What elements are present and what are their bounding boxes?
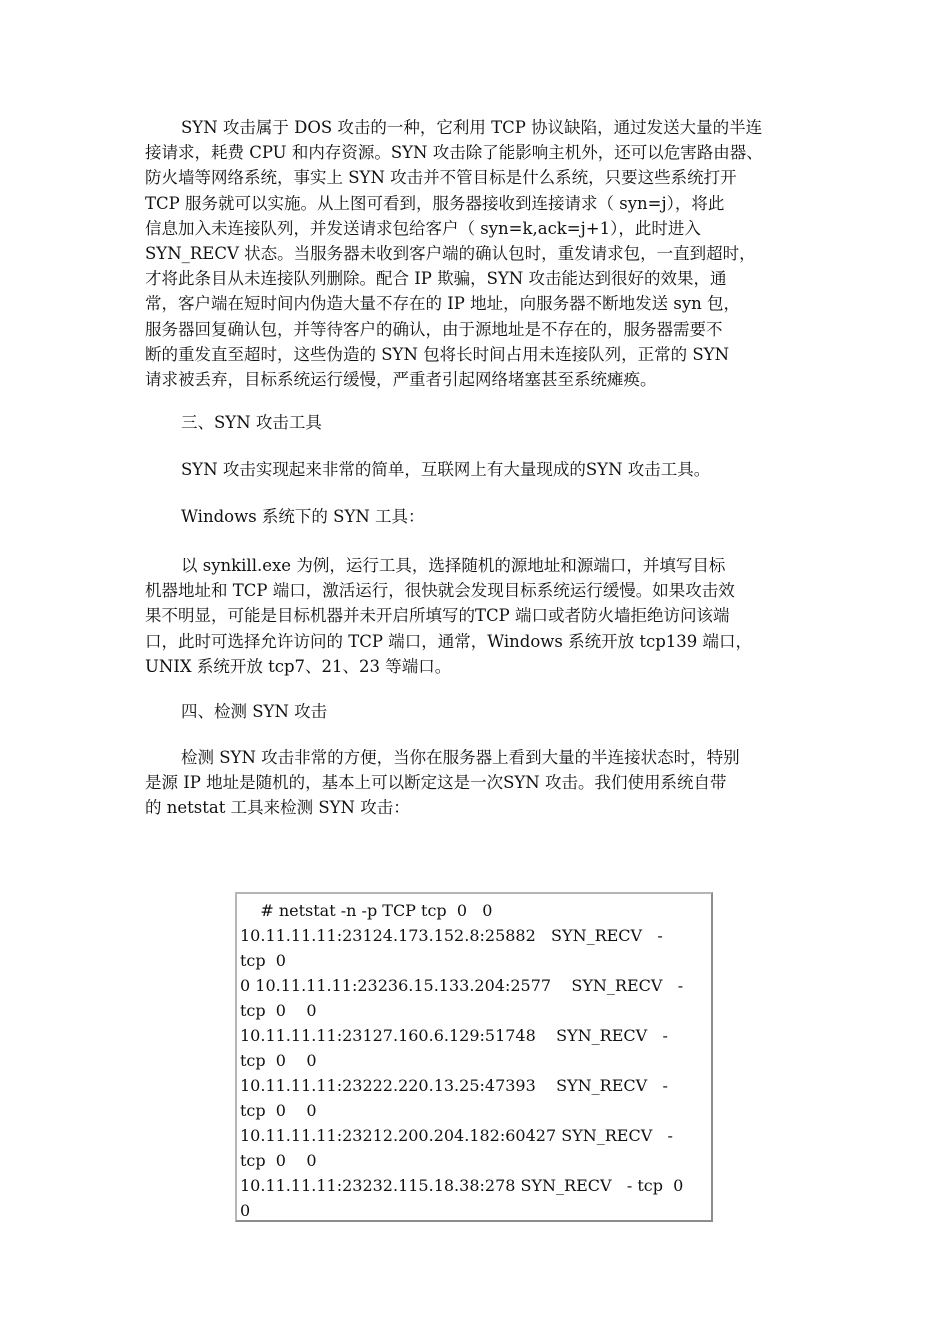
paragraph-line: 断的重发直至超时，这些伪造的 SYN 包将长时间占用未连接队列，正常的 SYN bbox=[145, 344, 730, 364]
section-heading-three: 三、SYN 攻击工具 bbox=[181, 413, 322, 432]
code-line: tcp 0 bbox=[240, 951, 286, 970]
paragraph-line: 防火墙等网络系统，事实上 SYN 攻击并不管目标是什么系统，只要这些系统打开 bbox=[145, 168, 737, 188]
tools-intro-text: SYN 攻击实现起来非常的简单，互联网上有大量现成的SYN 攻击工具。 bbox=[181, 460, 711, 479]
paragraph-line: 口，此时可选择允许访问的 TCP 端口，通常，Windows 系统开放 tcp139 端口， bbox=[145, 631, 753, 651]
paragraph-line: 以 synkill.exe 为例，运行工具，选择随机的源地址和源端口，并填写目标 bbox=[181, 556, 726, 575]
detect-paragraph bbox=[145, 745, 810, 821]
code-line: 10.11.11.11:23212.200.204.182:60427 SYN_RECV - bbox=[240, 1126, 673, 1145]
paragraph-line: 信息加入未连接队列，并发送请求包给客户（ syn=k,ack=j+1），此时进入 bbox=[145, 218, 701, 238]
code-line: 10.11.11.11:23232.115.18.38:278 SYN_RECV - tcp 0 bbox=[240, 1176, 684, 1195]
netstat-output-box bbox=[235, 892, 713, 1222]
synkill-paragraph bbox=[145, 553, 810, 679]
code-line: 10.11.11.11:23127.160.6.129:51748 SYN_RECV - bbox=[240, 1026, 668, 1045]
paragraph-line: 才将此条目从未连接队列删除。配合 IP 欺骗，SYN 攻击能达到很好的效果，通 bbox=[145, 269, 727, 289]
paragraph-line: 检测 SYN 攻击非常的方便，当你在服务器上看到大量的半连接状态时，特别 bbox=[181, 748, 740, 767]
windows-tools-label: Windows 系统下的 SYN 工具： bbox=[181, 507, 425, 526]
paragraph-line: 服务器回复确认包，并等待客户的确认，由于源地址是不存在的，服务器需要不 bbox=[145, 319, 723, 339]
code-line: 0 10.11.11.11:23236.15.133.204:2577 SYN_RECV - bbox=[240, 976, 684, 995]
code-line: 10.11.11.11:23222.220.13.25:47393 SYN_RECV - bbox=[240, 1076, 668, 1095]
paragraph-line: 接请求，耗费 CPU 和内存资源。SYN 攻击除了能影响主机外，还可以危害路由器、 bbox=[145, 143, 763, 163]
code-line: tcp 0 0 bbox=[240, 1151, 317, 1170]
intro-paragraph bbox=[145, 115, 810, 392]
paragraph-line: 常，客户端在短时间内伪造大量不存在的 IP 地址，向服务器不断地发送 syn 包， bbox=[145, 294, 741, 314]
section-heading-four: 四、检测 SYN 攻击 bbox=[181, 702, 328, 721]
code-line: 10.11.11.11:23124.173.152.8:25882 SYN_RECV - bbox=[240, 926, 663, 945]
paragraph-line: SYN_RECV 状态。当服务器未收到客户端的确认包时，重发请求包，一直到超时， bbox=[145, 243, 756, 263]
code-line: # netstat -n -p TCP tcp 0 0 bbox=[240, 901, 493, 920]
code-line: 0 bbox=[240, 1201, 251, 1220]
paragraph-line: 机器地址和 TCP 端口，激活运行，很快就会发现目标系统运行缓慢。如果攻击效 bbox=[145, 581, 735, 601]
code-line: tcp 0 0 bbox=[240, 1051, 317, 1070]
paragraph-line: 请求被丢弃，目标系统运行缓慢，严重者引起网络堵塞甚至系统瘫痪。 bbox=[145, 369, 657, 389]
code-line: tcp 0 0 bbox=[240, 1101, 317, 1120]
paragraph-line: 果不明显，可能是目标机器并未开启所填写的TCP 端口或者防火墙拒绝访问该端 bbox=[145, 606, 730, 626]
code-line: tcp 0 0 bbox=[240, 1001, 317, 1020]
paragraph-line: UNIX 系统开放 tcp7、21、23 等端口。 bbox=[145, 656, 452, 676]
paragraph-line: TCP 服务就可以实施。从上图可看到，服务器接收到连接请求（ syn=j），将此 bbox=[145, 193, 725, 213]
paragraph-line: SYN 攻击属于 DOS 攻击的一种，它利用 TCP 协议缺陷，通过发送大量的半连 bbox=[181, 118, 763, 137]
paragraph-line: 的 netstat 工具来检测 SYN 攻击： bbox=[145, 798, 410, 818]
paragraph-line: 是源 IP 地址是随机的，基本上可以断定这是一次SYN 攻击。我们使用系统自带 bbox=[145, 773, 727, 793]
